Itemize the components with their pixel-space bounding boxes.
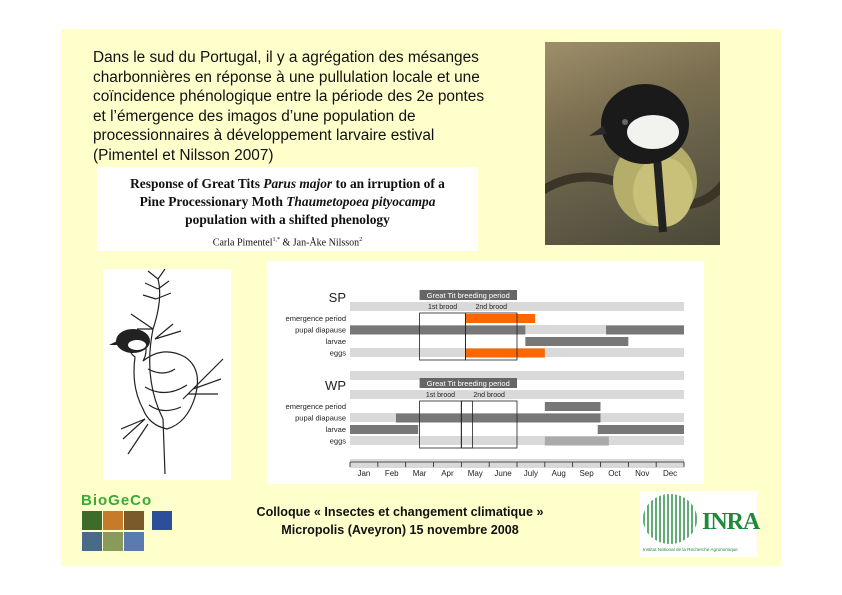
phenology-diagram	[267, 261, 704, 484]
row-label: emergence period	[285, 402, 346, 411]
month-label: Jan	[357, 469, 371, 478]
biogeco-logo-images	[82, 511, 174, 552]
month-label: Nov	[635, 469, 650, 478]
breeding-period-label: Great Tit breeding period	[426, 291, 510, 300]
phenology-bar	[396, 414, 601, 423]
month-label: June	[494, 469, 512, 478]
paper-title-line-2: Pine Processionary Moth Thaumetopoea pityocampa	[139, 194, 436, 209]
phenology-bar	[545, 437, 609, 446]
row-label: pupal diapause	[295, 325, 346, 335]
biogeco-logo	[81, 492, 174, 552]
row-label: eggs	[329, 436, 346, 446]
main-text-line: (Pimentel et Nilsson 2007)	[93, 146, 274, 164]
phenology-bar	[606, 326, 684, 335]
phenology-bar	[466, 314, 536, 323]
main-text-line: charbonnières en réponse à une pullulation locale et une	[93, 68, 480, 86]
row-label: eggs	[329, 348, 346, 358]
phenology-bar	[525, 337, 628, 346]
phenology-bar	[466, 349, 545, 358]
month-label: Feb	[384, 469, 399, 478]
month-label: Oct	[608, 469, 621, 478]
inra-logo	[640, 491, 760, 557]
main-text	[93, 48, 533, 166]
paper-header	[97, 167, 478, 251]
month-label: May	[467, 469, 483, 478]
month-label: Apr	[441, 469, 454, 478]
row-label: larvae	[325, 337, 346, 346]
main-text-line: processionnaires à développement larvaire estival	[93, 127, 435, 145]
row-label: pupal diapause	[295, 413, 346, 423]
month-label: Mar	[412, 469, 427, 478]
phenology-diagram-svg	[267, 261, 704, 484]
panel-label: SP	[328, 290, 346, 305]
inra-logo-subtitle: Institut National de la Recherche Agronomique	[643, 547, 738, 552]
row-label: larvae	[325, 425, 346, 434]
footer-line-2: Micropolis (Aveyron) 15 novembre 2008	[281, 523, 519, 537]
paper-authors: Carla Pimentel$^{1,*}$ & Jan-Åke Nilsson$^2$	[212, 237, 363, 249]
phenology-bar	[350, 425, 418, 434]
conference-footer	[230, 503, 570, 539]
month-label: Sep	[579, 469, 594, 478]
moth-nest-sketch	[103, 269, 231, 480]
brood-label: 1st brood	[425, 392, 456, 399]
row-stripe	[350, 390, 684, 399]
phenology-bar	[350, 326, 525, 335]
inra-logo-text: INRA	[702, 509, 760, 535]
phenology-bar	[545, 402, 601, 411]
paper-title	[97, 175, 478, 229]
inra-emblem-icon	[642, 493, 702, 549]
main-text-line: Dans le sud du Portugal, il y a agrégation des mésanges	[93, 49, 479, 66]
phenology-bar	[598, 425, 684, 434]
breeding-period-label: Great Tit breeding period	[426, 379, 510, 388]
brood-label: 2nd brood	[473, 392, 505, 399]
paper-title-line-3: population with a shifted phenology	[185, 212, 390, 227]
biogeco-logo-text: BioGeCo	[81, 492, 153, 509]
footer-line-1: Colloque « Insectes et changement climatique »	[256, 505, 544, 519]
main-text-line: coïncidence phénologique entre la période des 2e pontes	[93, 88, 485, 106]
paper-title-line-1: Response of Great Tits Parus major to an irruption of a	[130, 176, 445, 191]
brood-label: 2nd brood	[475, 304, 508, 311]
row-stripe	[350, 302, 684, 311]
main-text-line: et l’émergence des imagos d’une population de	[93, 107, 416, 125]
month-label: Dec	[662, 469, 678, 478]
brood-label: 1st brood	[427, 304, 458, 311]
month-label: Aug	[551, 469, 566, 478]
month-label: July	[523, 469, 539, 478]
row-label: emergence period	[285, 314, 346, 323]
panel-label: WP	[325, 378, 346, 393]
great-tit-photo	[545, 42, 720, 245]
